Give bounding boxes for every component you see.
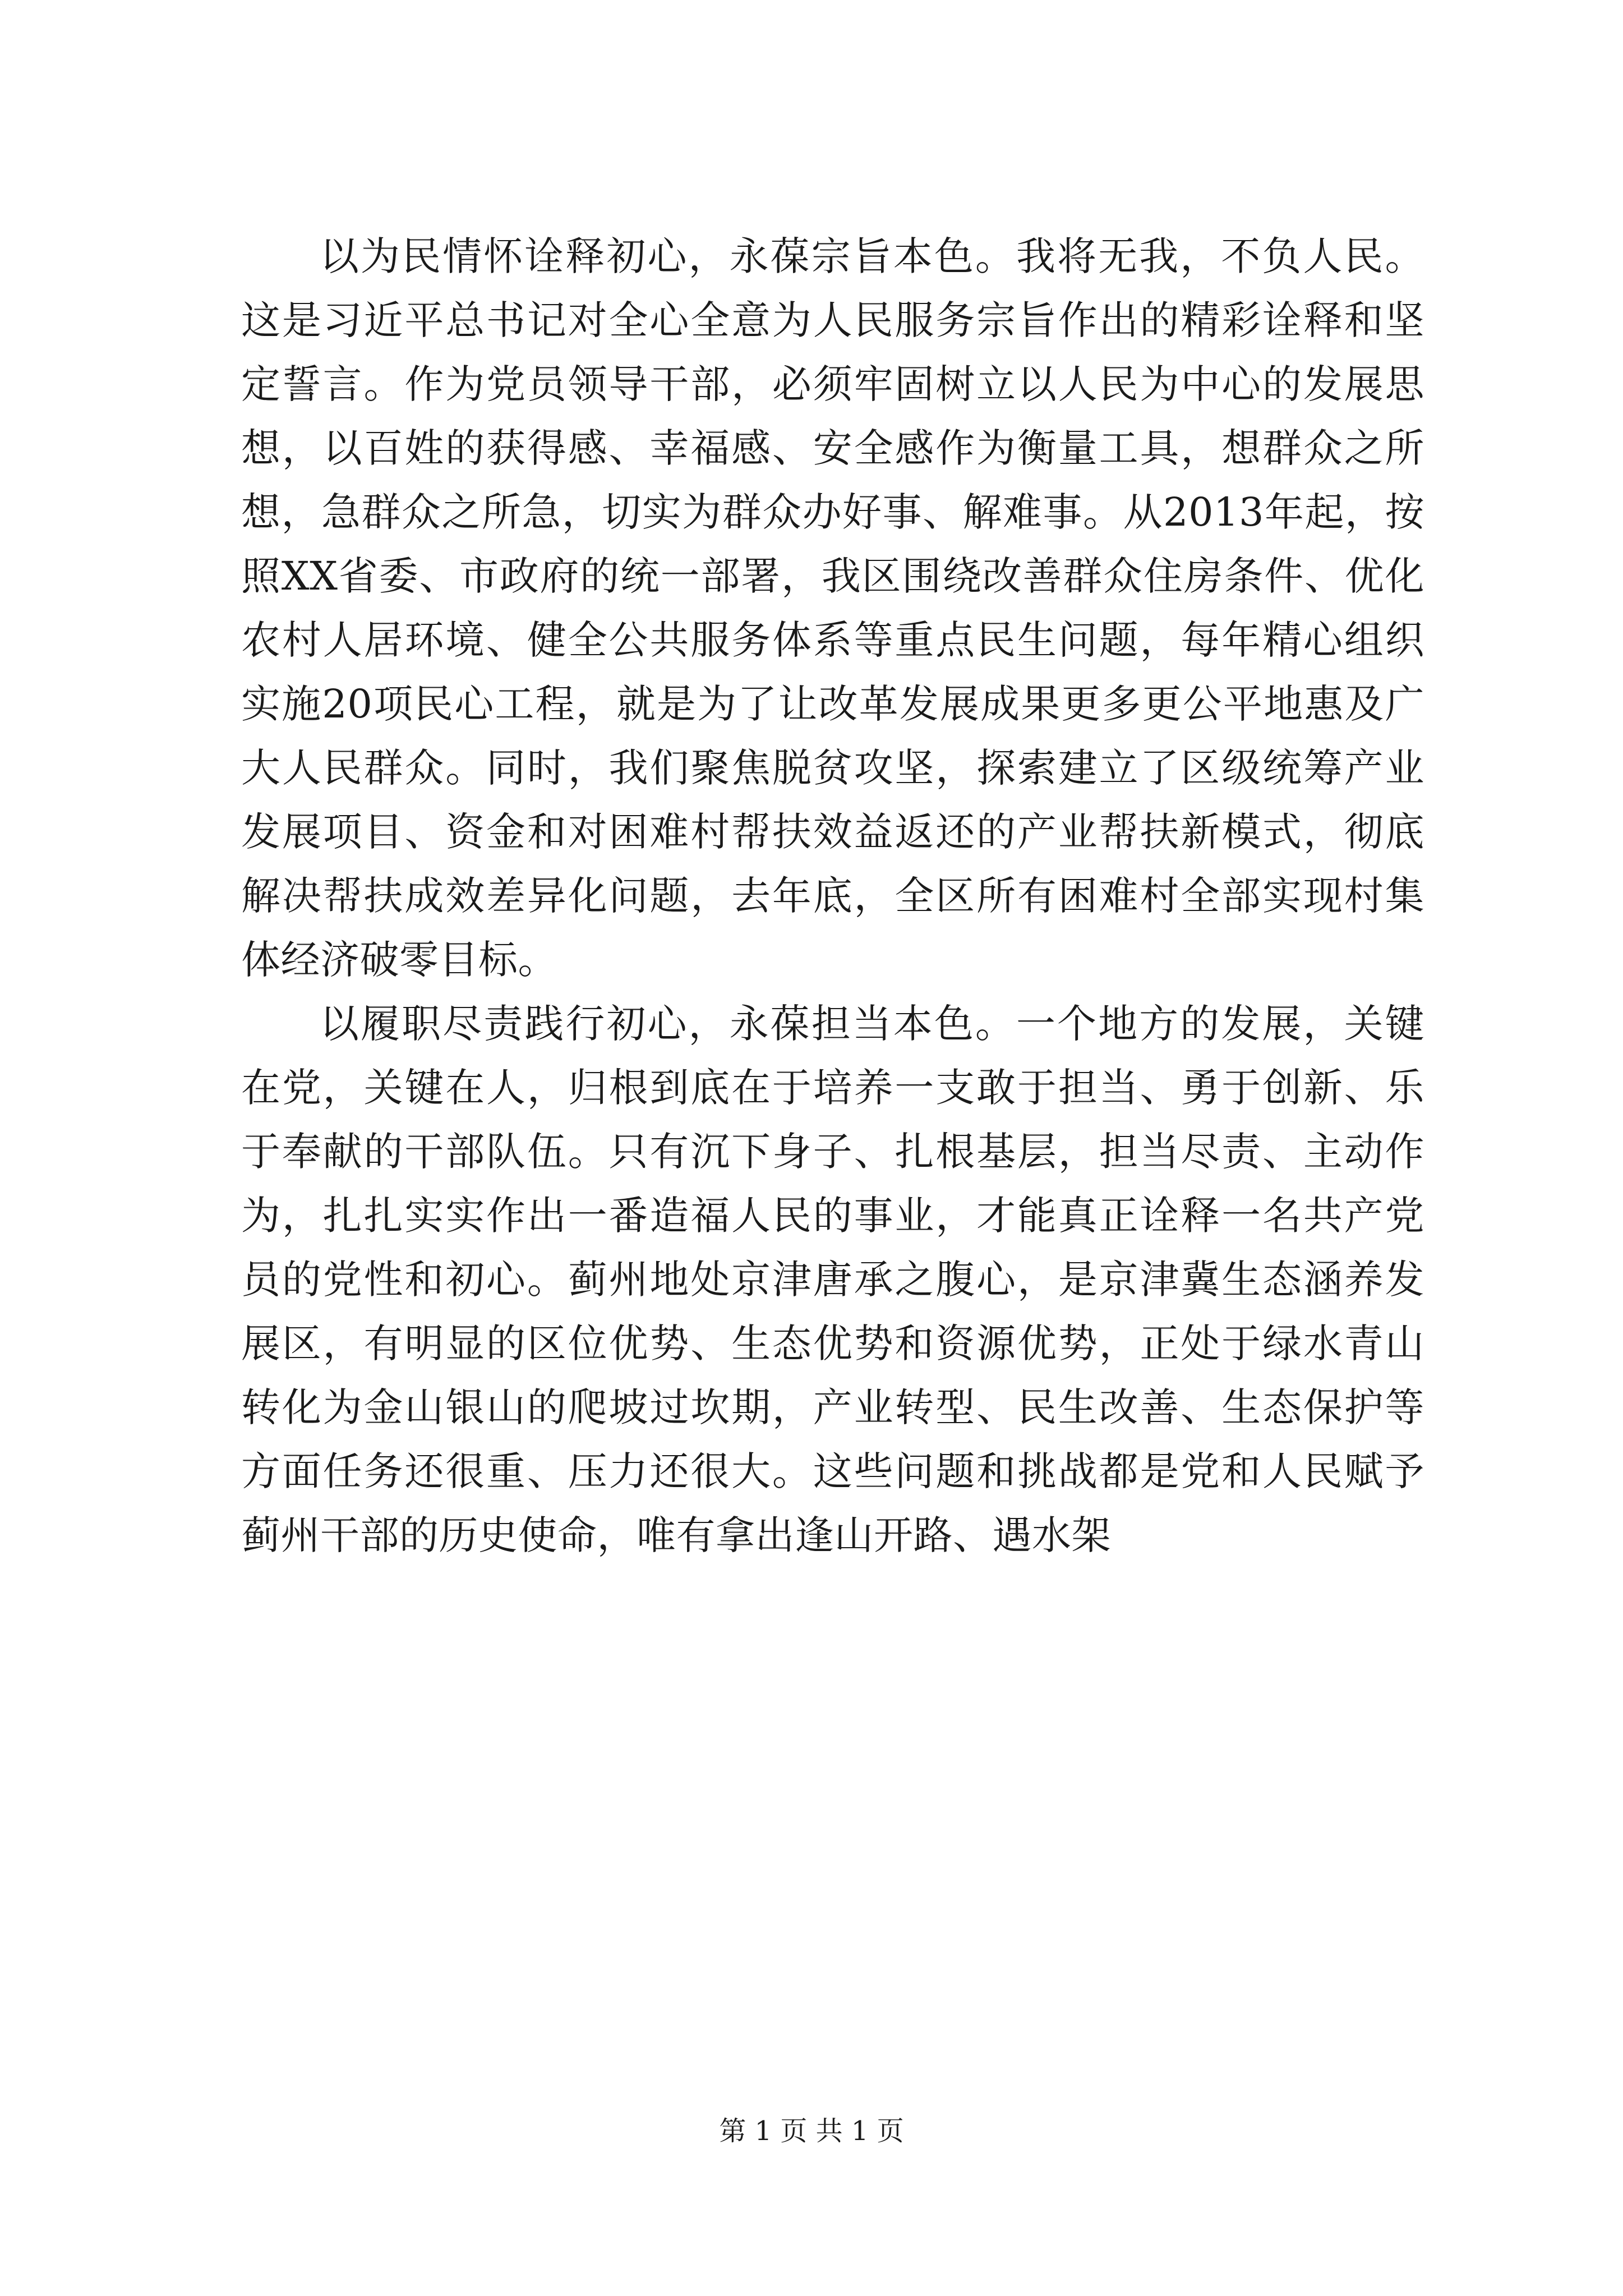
- paragraph-2: 以履职尽责践行初心，永葆担当本色。一个地方的发展，关键在党，关键在人，归根到底在于培养一支敢于担当、勇于创新、乐于奉献的干部队伍。只有沉下身子、扎根基层，担当尽责、主动作为，扎扎实实作出一番造福人民的事业，才能真正诠释一名共产党员的党性和初心。蓟州地处京津唐承之腹心，是京津冀生态涵养发展区，有明显的区位优势、生态优势和资源优势，正处于绿水青山转化为金山银山的爬坡过坎期，产业转型、民生改善、生态保护等方面任务还很重、压力还很大。这些问题和挑战都是党和人民赋予蓟州干部的历史使命，唯有拿出逢山开路、遇水架: [241, 1001, 1424, 1558]
- paragraph-1: 以为民情怀诠释初心，永葆宗旨本色。我将无我，不负人民。这是习近平总书记对全心全意为人民服务宗旨作出的精彩诠释和坚定誓言。作为党员领导干部，必须牢固树立以人民为中心的发展思想，以百姓的获得感、幸福感、安全感作为衡量工具，想群众之所想，急群众之所急，切实为群众办好事、解难事。从2013年起，按照XX省委、市政府的统一部署，我区围绕改善群众住房条件、优化农村人居环境、健全公共服务体系等重点民生问题，每年精心组织实施20项民心工程，就是为了让改革发展成果更多更公平地惠及广大人民群众。同时，我们聚焦脱贫攻坚，探索建立了区级统筹产业发展项目、资金和对困难村帮扶效益返还的产业帮扶新模式，彻底解决帮扶成效差异化问题，去年底，全区所有困难村全部实现村集体经济破零目标。: [241, 233, 1424, 983]
- page-footer: 第 1 页 共 1 页: [719, 2115, 904, 2147]
- document-body: [241, 224, 1424, 1567]
